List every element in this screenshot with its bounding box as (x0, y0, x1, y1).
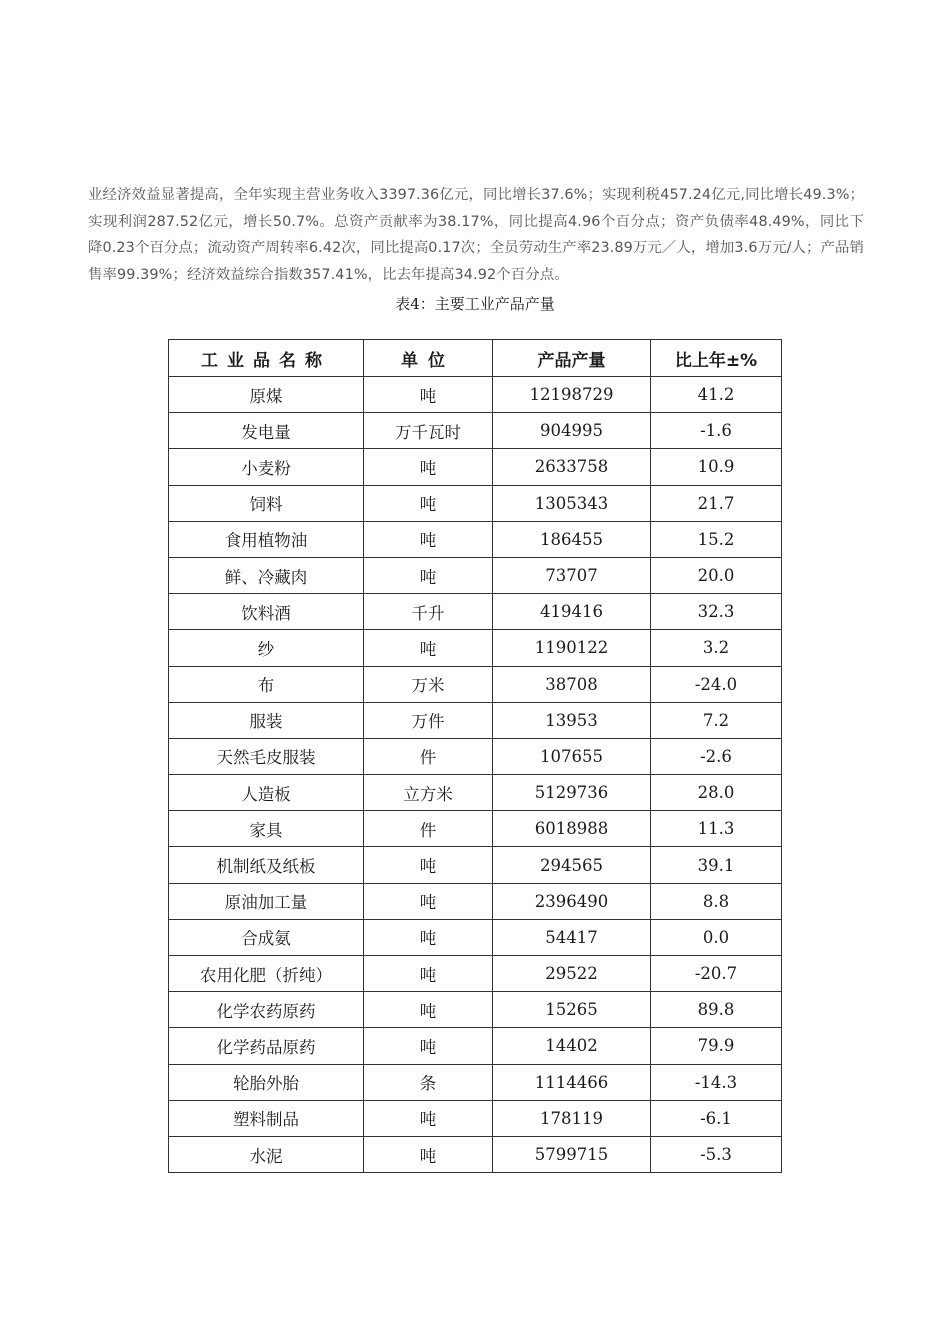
output-cell: 12198729 (493, 377, 651, 413)
output-cell: 73707 (493, 557, 651, 593)
table-row (169, 811, 782, 847)
unit-cell: 千升 (364, 594, 493, 630)
product-name-cell: 鲜、冷藏肉 (169, 557, 364, 593)
table-row (169, 557, 782, 593)
table-row (169, 377, 782, 413)
unit-cell: 吨 (364, 521, 493, 557)
table-row (169, 919, 782, 955)
change-percent-cell: -1.6 (651, 413, 782, 449)
unit-cell: 吨 (364, 1136, 493, 1172)
table-caption: 表4：主要工业产品产量 (395, 295, 555, 313)
header-change-percent: 比上年±% (651, 340, 782, 377)
unit-cell: 吨 (364, 1100, 493, 1136)
output-cell: 54417 (493, 919, 651, 955)
output-cell: 5129736 (493, 775, 651, 811)
product-name-cell: 机制纸及纸板 (169, 847, 364, 883)
product-name-cell: 发电量 (169, 413, 364, 449)
output-cell: 178119 (493, 1100, 651, 1136)
change-percent-cell: 3.2 (651, 630, 782, 666)
change-percent-cell: -2.6 (651, 738, 782, 774)
unit-cell: 吨 (364, 847, 493, 883)
unit-cell: 吨 (364, 992, 493, 1028)
output-cell: 904995 (493, 413, 651, 449)
output-cell: 14402 (493, 1028, 651, 1064)
unit-cell: 吨 (364, 557, 493, 593)
product-name-cell: 天然毛皮服装 (169, 738, 364, 774)
unit-cell: 立方米 (364, 775, 493, 811)
body-paragraph: 业经济效益显著提高，全年实现主营业务收入3397.36亿元，同比增长37.6%；实现利税457.24亿元,同比增长49.3%；实现利润287.52亿元，增长50.7%。总资产贡献率为38.17%，同比提高4.96个百分点；资产负债率48.49%，同比下降0.23个百分点；流动资产周转率6.42次，同比提高0.17次；全员劳动生产率23.89万元／人，增加3.6万元/人；产品销售率99.39%；经济效益综合指数357.41%，比去年提高34.92个百分点。 (88, 187, 864, 283)
product-name-cell: 合成氨 (169, 919, 364, 955)
table-row (169, 1064, 782, 1100)
output-cell: 38708 (493, 666, 651, 702)
change-percent-cell: 28.0 (651, 775, 782, 811)
change-percent-cell: 79.9 (651, 1028, 782, 1064)
product-name-cell: 原煤 (169, 377, 364, 413)
product-name-cell: 食用植物油 (169, 521, 364, 557)
unit-cell: 条 (364, 1064, 493, 1100)
product-name-cell: 小麦粉 (169, 449, 364, 485)
change-percent-cell: 20.0 (651, 557, 782, 593)
unit-cell: 吨 (364, 377, 493, 413)
product-name-cell: 饲料 (169, 485, 364, 521)
output-cell: 6018988 (493, 811, 651, 847)
table-row (169, 1100, 782, 1136)
output-cell: 186455 (493, 521, 651, 557)
table-row (169, 1028, 782, 1064)
output-cell: 294565 (493, 847, 651, 883)
table-row (169, 847, 782, 883)
change-percent-cell: 0.0 (651, 919, 782, 955)
change-percent-cell: 32.3 (651, 594, 782, 630)
product-name-cell: 布 (169, 666, 364, 702)
product-name-cell: 纱 (169, 630, 364, 666)
table-row (169, 883, 782, 919)
output-cell: 29522 (493, 956, 651, 992)
output-cell: 5799715 (493, 1136, 651, 1172)
output-cell: 1114466 (493, 1064, 651, 1100)
unit-cell: 万米 (364, 666, 493, 702)
unit-cell: 吨 (364, 449, 493, 485)
output-cell: 107655 (493, 738, 651, 774)
header-unit: 单位 (364, 340, 493, 377)
output-cell: 2396490 (493, 883, 651, 919)
product-name-cell: 饮料酒 (169, 594, 364, 630)
unit-cell: 件 (364, 811, 493, 847)
table-row (169, 521, 782, 557)
change-percent-cell: 21.7 (651, 485, 782, 521)
output-cell: 419416 (493, 594, 651, 630)
change-percent-cell: -14.3 (651, 1064, 782, 1100)
unit-cell: 件 (364, 738, 493, 774)
unit-cell: 吨 (364, 883, 493, 919)
header-output: 产品产量 (493, 340, 651, 377)
change-percent-cell: 41.2 (651, 377, 782, 413)
product-name-cell: 农用化肥（折纯） (169, 956, 364, 992)
table-row (169, 1136, 782, 1172)
product-name-cell: 服装 (169, 702, 364, 738)
table-row (169, 413, 782, 449)
unit-cell: 吨 (364, 1028, 493, 1064)
table-row (169, 956, 782, 992)
change-percent-cell: 39.1 (651, 847, 782, 883)
product-output-table (168, 339, 782, 1173)
product-name-cell: 塑料制品 (169, 1100, 364, 1136)
table-row (169, 738, 782, 774)
unit-cell: 万千瓦时 (364, 413, 493, 449)
table-row (169, 775, 782, 811)
change-percent-cell: 89.8 (651, 992, 782, 1028)
output-cell: 1305343 (493, 485, 651, 521)
unit-cell: 吨 (364, 956, 493, 992)
product-name-cell: 化学药品原药 (169, 1028, 364, 1064)
change-percent-cell: -5.3 (651, 1136, 782, 1172)
output-cell: 13953 (493, 702, 651, 738)
change-percent-cell: 8.8 (651, 883, 782, 919)
unit-cell: 万件 (364, 702, 493, 738)
change-percent-cell: 7.2 (651, 702, 782, 738)
change-percent-cell: -6.1 (651, 1100, 782, 1136)
table-row (169, 449, 782, 485)
table-row (169, 485, 782, 521)
table-body (169, 377, 782, 1173)
change-percent-cell: -24.0 (651, 666, 782, 702)
output-cell: 15265 (493, 992, 651, 1028)
unit-cell: 吨 (364, 485, 493, 521)
change-percent-cell: -20.7 (651, 956, 782, 992)
change-percent-cell: 11.3 (651, 811, 782, 847)
change-percent-cell: 10.9 (651, 449, 782, 485)
table-row (169, 992, 782, 1028)
product-name-cell: 人造板 (169, 775, 364, 811)
output-cell: 1190122 (493, 630, 651, 666)
product-name-cell: 原油加工量 (169, 883, 364, 919)
unit-cell: 吨 (364, 630, 493, 666)
output-cell: 2633758 (493, 449, 651, 485)
unit-cell: 吨 (364, 919, 493, 955)
table-row (169, 630, 782, 666)
product-name-cell: 家具 (169, 811, 364, 847)
change-percent-cell: 15.2 (651, 521, 782, 557)
product-name-cell: 轮胎外胎 (169, 1064, 364, 1100)
product-name-cell: 化学农药原药 (169, 992, 364, 1028)
product-name-cell: 水泥 (169, 1136, 364, 1172)
table-row (169, 594, 782, 630)
table-row (169, 702, 782, 738)
header-product-name: 工业品名称 (169, 340, 364, 377)
table-header-row (169, 340, 782, 377)
table-row (169, 666, 782, 702)
